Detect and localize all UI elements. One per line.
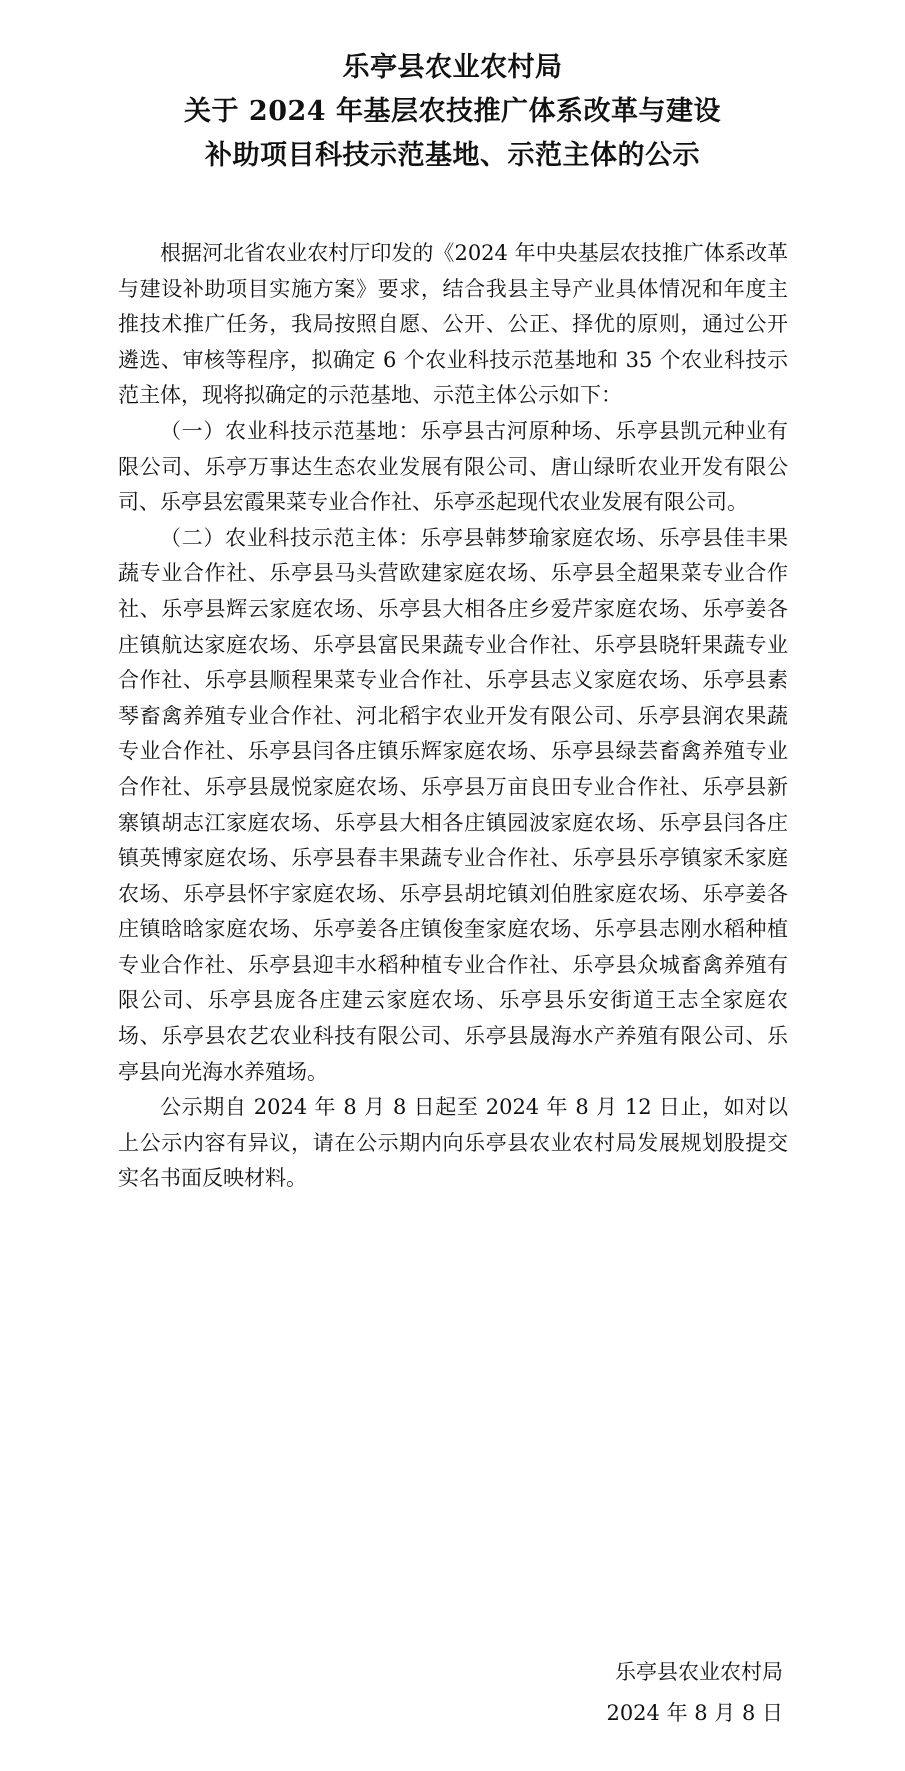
document-title xyxy=(0,46,905,178)
signature-date: 2024 年 8 月 8 日 xyxy=(606,1701,783,1725)
demo-base-paragraph: （一）农业科技示范基地：乐亭县古河原种场、乐亭县凯元种业有限公司、乐亭万事达生态农业发展有限公司、唐山绿昕农业开发有限公司、乐亭县宏霞果菜专业合作社、乐亭丞起现代农业发展有限公司。 xyxy=(118,418,788,515)
intro-paragraph: 根据河北省农业农村厅印发的《2024 年中央基层农技推广体系改革与建设补助项目实施方案》要求，结合我县主导产业具体情况和年度主推技术推广任务，我局按照自愿、公开、公正、择优的原则，通过公开遴选、审核等程序，拟确定 6 个农业科技示范基地和 35 个农业科技示范主体，现将拟确定的示范基地、示范主体公示如下： xyxy=(118,241,788,408)
document-body xyxy=(118,236,788,1197)
title-line-subject-cont: 补助项目科技示范基地、示范主体的公示 xyxy=(205,140,700,171)
notice-period-paragraph: 公示期自 2024 年 8 月 8 日起至 2024 年 8 月 12 日止，如对以上公示内容有异议，请在公示期内向乐亭县农业农村局发展规划股提交实名书面反映材料。 xyxy=(118,1095,788,1191)
title-line-subject: 关于 2024 年基层农技推广体系改革与建设 xyxy=(184,96,721,127)
signature-org: 乐亭县农业农村局 xyxy=(615,1660,783,1684)
title-line-issuer: 乐亭县农业农村局 xyxy=(342,52,563,83)
signature-block xyxy=(606,1652,783,1734)
demo-entity-paragraph: （二）农业科技示范主体：乐亭县韩梦瑜家庭农场、乐亭县佳丰果蔬专业合作社、乐亭县马头营欧建家庭农场、乐亭县全超果菜专业合作社、乐亭县辉云家庭农场、乐亭县大相各庄乡爱芹家庭农场、乐亭姜各庄镇航达家庭农场、乐亭县富民果蔬专业合作社、乐亭县晓轩果蔬专业合作社、乐亭县顺程果菜专业合作社、乐亭县志义家庭农场、乐亭县素琴畜禽养殖专业合作社、河北稻宇农业开发有限公司、乐亭县润农果蔬专业合作社、乐亭县闫各庄镇乐辉家庭农场、乐亭县绿芸畜禽养殖专业合作社、乐亭县晟悦家庭农场、乐亭县万亩良田专业合作社、乐亭县新寨镇胡志江家庭农场、乐亭县大相各庄镇园波家庭农场、乐亭县闫各庄镇英博家庭农场、乐亭县春丰果蔬专业合作社、乐亭县乐亭镇家禾家庭农场、乐亭县怀宇家庭农场、乐亭县胡坨镇刘伯胜家庭农场、乐亭姜各庄镇晗晗家庭农场、乐亭姜各庄镇俊奎家庭农场、乐亭县志刚水稻种植专业合作社、乐亭县迎丰水稻种植专业合作社、乐亭县众城畜禽养殖有限公司、乐亭县庞各庄建云家庭农场、乐亭县乐安街道王志全家庭农场、乐亭县农艺农业科技有限公司、乐亭县晟海水产养殖有限公司、乐亭县向光海水养殖场。 xyxy=(118,525,788,1084)
